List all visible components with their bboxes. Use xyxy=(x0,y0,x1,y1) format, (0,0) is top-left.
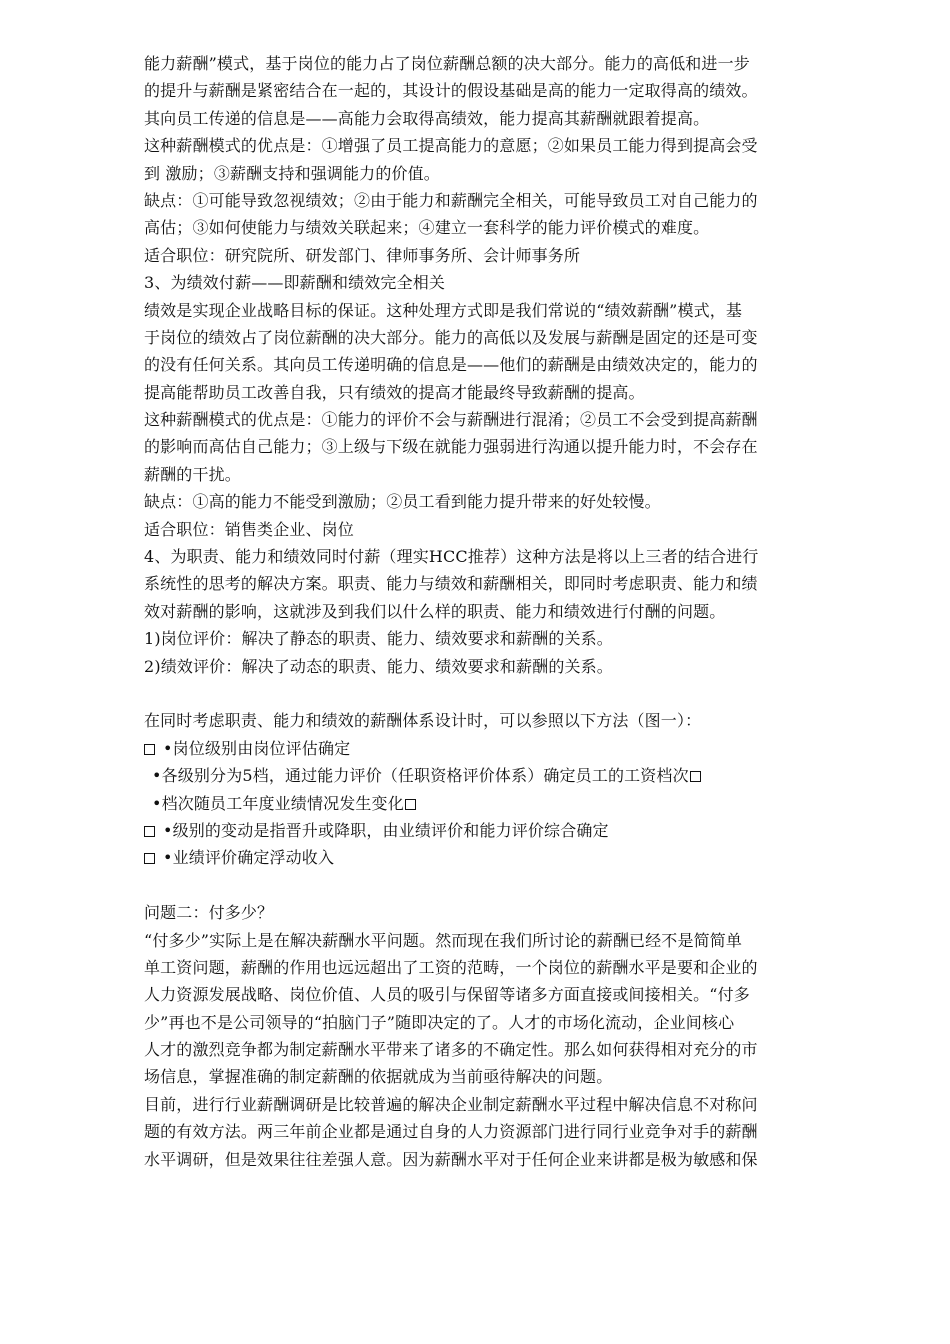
text-line: 这种薪酬模式的优点是：①增强了员工提高能力的意愿；②如果员工能力得到提高会受 xyxy=(144,136,758,156)
text-line: 的提升与薪酬是紧密结合在一起的，其设计的假设基础是高的能力一定取得高的绩效。 xyxy=(144,81,758,101)
spacer xyxy=(144,680,874,707)
text-line: 到 激励；③薪酬支持和强调能力的价值。 xyxy=(144,163,440,183)
text-line: 目前，进行行业薪酬调研是比较普遍的解决企业制定薪酬水平过程中解决信息不对称问 xyxy=(144,1094,758,1114)
checkbox-icon xyxy=(144,853,155,864)
question-heading: 问题二：付多少？ xyxy=(144,903,274,923)
checkbox-icon xyxy=(144,744,155,755)
text-line: 其向员工传递的信息是——高能力会取得高绩效，能力提高其薪酬就跟着提高。 xyxy=(144,108,710,128)
list-item xyxy=(144,844,874,871)
text-line: 提高能帮助员工改善自我，只有绩效的提高才能最终导致薪酬的提高。 xyxy=(144,382,645,402)
text-line: “付多少”实际上是在解决薪酬水平问题。然而现在我们所讨论的薪酬已经不是简简单 xyxy=(144,930,743,950)
paragraph-block-1 xyxy=(144,50,874,680)
list-item-text: •各级别分为5档，通过能力评价（任职资格评价体系）确定员工的工资档次 xyxy=(152,766,689,786)
list-item xyxy=(144,817,874,844)
text-line: 的没有任何关系。其向员工传递明确的信息是——他们的薪酬是由绩效决定的，能力的 xyxy=(144,355,758,375)
text-line: 薪酬的干扰。 xyxy=(144,464,241,484)
text-line: 缺点：①可能导致忽视绩效；②由于能力和薪酬完全相关，可能导致员工对自己能力的 xyxy=(144,190,758,210)
text-line: 少”再也不是公司领导的“拍脑门子”随即决定的了。人才的市场化流动，企业间核心 xyxy=(144,1012,735,1032)
list-item xyxy=(144,762,874,789)
text-line: 系统性的思考的解决方案。职责、能力与绩效和薪酬相关，即同时考虑职责、能力和绩 xyxy=(144,574,758,594)
spacer xyxy=(144,872,874,899)
text-line: 绩效是实现企业战略目标的保证。这种处理方式即是我们常说的“绩效薪酬”模式，基 xyxy=(144,300,743,320)
checkbox-icon xyxy=(405,799,416,810)
text-line: 2)绩效评价：解决了动态的职责、能力、绩效要求和薪酬的关系。 xyxy=(144,656,613,676)
text-line: 适合职位：研究院所、研发部门、律师事务所、会计师事务所 xyxy=(144,245,581,265)
text-line: 人力资源发展战略、岗位价值、人员的吸引与保留等诸多方面直接或间接相关。“付多 xyxy=(144,985,750,1005)
text-line: 能力薪酬”模式，基于岗位的能力占了岗位薪酬总额的决大部分。能力的高低和进一步 xyxy=(144,54,750,73)
method-list xyxy=(144,735,874,872)
text-line: 的影响而高估自己能力；③上级与下级在就能力强弱进行沟通以提升能力时，不会存在 xyxy=(144,437,758,457)
text-line: 水平调研，但是效果往往差强人意。因为薪酬水平对于任何企业来讲都是极为敏感和保 xyxy=(144,1149,758,1169)
text-line: 这种薪酬模式的优点是：①能力的评价不会与薪酬进行混淆；②员工不会受到提高薪酬 xyxy=(144,410,758,430)
list-item-text: •业绩评价确定浮动收入 xyxy=(163,848,335,868)
list-item xyxy=(144,790,874,817)
text-line: 题的有效方法。两三年前企业都是通过自身的人力资源部门进行同行业竞争对手的薪酬 xyxy=(144,1122,758,1142)
text-line: 效对薪酬的影响，这就涉及到我们以什么样的职责、能力和绩效进行付酬的问题。 xyxy=(144,601,726,621)
list-item xyxy=(144,735,874,762)
document-page xyxy=(144,50,874,1173)
checkbox-icon xyxy=(144,826,155,837)
text-line: 缺点：①高的能力不能受到激励；②员工看到能力提升带来的好处较慢。 xyxy=(144,492,661,512)
list-item-text: •级别的变动是指晋升或降职，由业绩评价和能力评价综合确定 xyxy=(163,820,609,840)
text-line: 人才的激烈竞争都为制定薪酬水平带来了诸多的不确定性。那么如何获得相对充分的市 xyxy=(144,1040,758,1060)
intro-line: 在同时考虑职责、能力和绩效的薪酬体系设计时，可以参照以下方法（图一）： xyxy=(144,711,702,731)
list-item-text: •档次随员工年度业绩情况发生变化 xyxy=(152,793,404,813)
text-line: 单工资问题，薪酬的作用也远远超出了工资的范畴，一个岗位的薪酬水平是要和企业的 xyxy=(144,957,758,977)
checkbox-icon xyxy=(690,771,701,782)
section-heading: 3、为绩效付薪——即薪酬和绩效完全相关 xyxy=(144,273,446,293)
paragraph-block-2 xyxy=(144,927,874,1174)
text-line: 1)岗位评价：解决了静态的职责、能力、绩效要求和薪酬的关系。 xyxy=(144,629,613,649)
list-item-text: •岗位级别由岗位评估确定 xyxy=(163,738,351,758)
text-line: 适合职位：销售类企业、岗位 xyxy=(144,519,354,539)
text-line: 于岗位的绩效占了岗位薪酬的决大部分。能力的高低以及发展与薪酬是固定的还是可变 xyxy=(144,327,758,347)
text-line: 高估；③如何使能力与绩效关联起来；④建立一套科学的能力评价模式的难度。 xyxy=(144,218,710,238)
section-heading: 4、为职责、能力和绩效同时付薪（理实HCC推荐）这种方法是将以上三者的结合进行 xyxy=(144,547,759,567)
text-line: 场信息，掌握准确的制定薪酬的依据就成为当前亟待解决的问题。 xyxy=(144,1067,613,1087)
